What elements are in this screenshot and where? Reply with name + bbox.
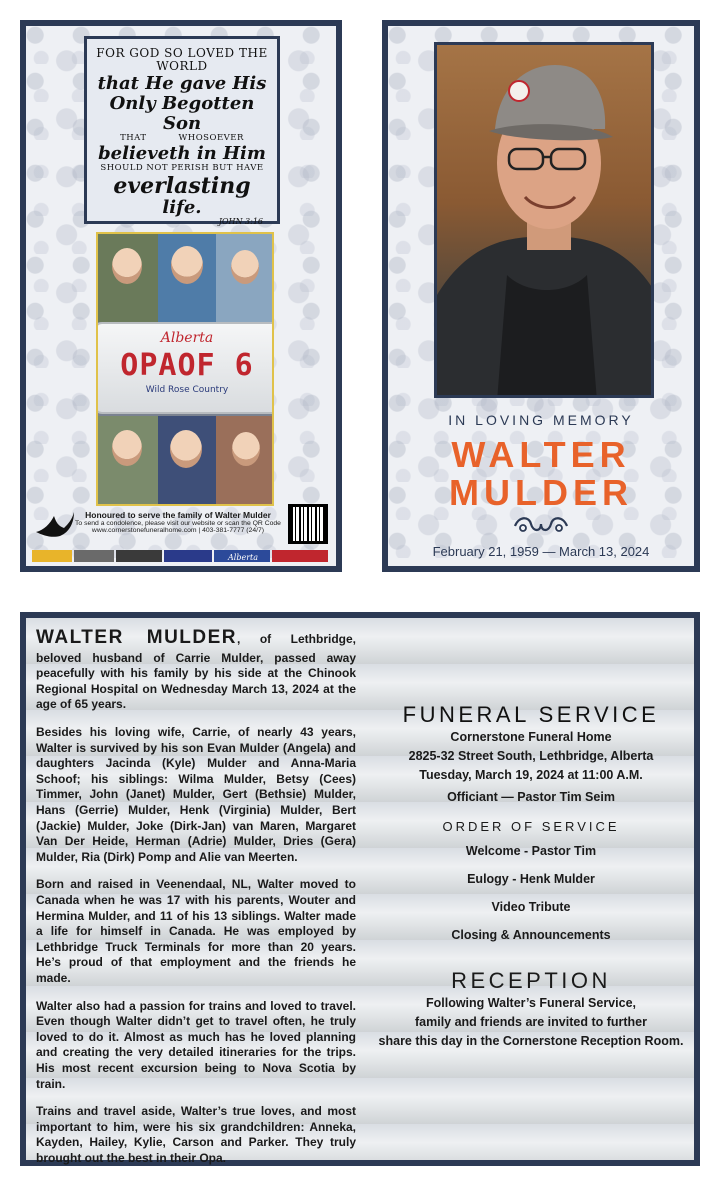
verse-line: SHOULD NOT PERISH BUT HAVE	[100, 163, 264, 174]
obituary-paragraph	[36, 626, 356, 713]
grandchild-photo	[158, 416, 216, 506]
portrait-figure	[437, 45, 654, 398]
deceased-first-name: WALTER	[451, 434, 631, 475]
scripture-verse	[84, 36, 280, 227]
verse-line: everlasting	[113, 172, 251, 199]
service-heading: FUNERAL SERVICE	[402, 702, 660, 727]
verse-line: FOR GOD SO LOVED THE WORLD	[96, 46, 268, 74]
reception-line: Following Walter’s Funeral Service,	[425, 996, 636, 1010]
grandchildren-photo-collage	[96, 232, 274, 506]
order-item: Welcome - Pastor Tim	[465, 844, 597, 858]
funeral-home-card	[70, 510, 286, 534]
plate-number: OPAOF 6	[120, 348, 254, 383]
ornament-flourish-icon	[388, 514, 694, 541]
honour-title: Honoured to serve the family of Walter Mulder	[85, 510, 271, 520]
obituary	[36, 626, 356, 1179]
plate-motto: Wild Rose Country	[145, 385, 229, 395]
back-cover-panel	[20, 20, 342, 572]
obituary-paragraph: Trains and travel aside, Walter’s true loves, and most important to him, were his six grandchildren: Anneka, Kayden, Hailey, Kylie, Carson and Parker. They truly brought out the best in their Opa.	[36, 1104, 356, 1165]
verse-line: believeth in Him	[98, 142, 266, 164]
deceased-last-name: MULDER	[449, 472, 633, 513]
life-dates: February 21, 1959 — March 13, 2024	[432, 544, 650, 559]
plate-province: Alberta	[160, 330, 214, 346]
verse-line: life.	[162, 197, 202, 219]
grandchild-photo	[98, 234, 158, 322]
service-address: 2825-32 Street South, Lethbridge, Alberta	[408, 748, 654, 763]
grandchild-photo	[158, 234, 216, 322]
verse-word: THAT	[120, 133, 147, 144]
verse-word: WHOSOEVER	[178, 133, 244, 144]
grandchild-photo	[216, 234, 274, 322]
grandchild-photo	[98, 416, 158, 506]
order-item: Eulogy - Henk Mulder	[467, 872, 595, 886]
obituary-paragraph: Besides his loving wife, Carrie, of nearly 43 years, Walter is survived by his son Evan Mulder (Angela) and daughters Jacinda (Kyle) Mulder and Anna-Maria Schoof; his siblings: Wilma Mulder, Betsy (Cees) Timmer, John (Janet) Mulder, Gert (Bethsie) Mulder, Hans (Gerrie) Mulder, Henk (Virginia) Mulder, Bert (Jackie) Mulder, Joke (Dirk-Jan) van Maren, Margaret Van Der Heide, Herman (Adrie) Mulder, Dries (Gera) Mulder, Ria (Dirk) Pomp and Alie van Meerten.	[36, 725, 356, 864]
service-officiant: Officiant — Pastor Tim Seim	[447, 790, 615, 805]
verse-line: Only Begotten Son	[109, 93, 255, 135]
obituary-name: WALTER MULDER	[36, 627, 238, 648]
obituary-text: , of Lethbridge, beloved husband of Carrie Mulder, passed away peacefully with his family by his side at the Chinook Regional Hospital on Wednesday March 13, 2024 at the age of 65 years.	[36, 632, 356, 712]
order-item: Video Tribute	[491, 900, 571, 914]
service-datetime: Tuesday, March 19, 2024 at 11:00 A.M.	[419, 767, 643, 782]
license-plate	[96, 322, 274, 414]
service-venue: Cornerstone Funeral Home	[450, 730, 612, 744]
obituary-paragraph: Born and raised in Veenendaal, NL, Walter moved to Canada when he was 17 with his parents, Wouter and Hermina Mulder, and 11 of his 13 siblings. Walter made a life for himself in Canada. He was employed by Lethbridge Truck Terminals for more than 20 years. He’s proud of that employment and the friends he made.	[36, 877, 356, 985]
honour-line: To send a condolence, please visit our website or scan the QR Code	[75, 520, 281, 527]
obituary-paragraph: Walter also had a passion for trains and loved to travel. Even though Walter didn’t get to travel often, he truly loved to do it. Almost as much has he loved planning and creating the very detailed itineraries for the trips. His most recent excursion being to Nova Scotia by train.	[36, 998, 356, 1091]
honour-line[interactable]: www.cornerstonefuneralhome.com | 403-381-7777 (24/7)	[91, 527, 265, 534]
grandchild-photo	[216, 416, 274, 506]
reception-line: family and friends are invited to further	[415, 1014, 647, 1029]
train-label: Alberta	[228, 553, 258, 562]
inside-spread-panel	[20, 612, 700, 1166]
reception-heading: RECEPTION	[451, 968, 611, 993]
reception-line: share this day in the Cornerstone Reception Room.	[378, 1033, 684, 1048]
order-item: Closing & Announcements	[451, 928, 611, 942]
front-cover-panel	[382, 20, 700, 572]
memorial-label: IN LOVING MEMORY	[448, 412, 634, 428]
train-icon	[32, 546, 330, 564]
portrait-photo	[434, 42, 654, 398]
service-details	[368, 702, 694, 1050]
verse-reference: JOHN 3:16	[218, 217, 263, 227]
verse-line: that He gave His	[97, 72, 267, 94]
order-of-service-heading: ORDER OF SERVICE	[442, 819, 620, 834]
qr-code-icon[interactable]	[288, 504, 328, 544]
